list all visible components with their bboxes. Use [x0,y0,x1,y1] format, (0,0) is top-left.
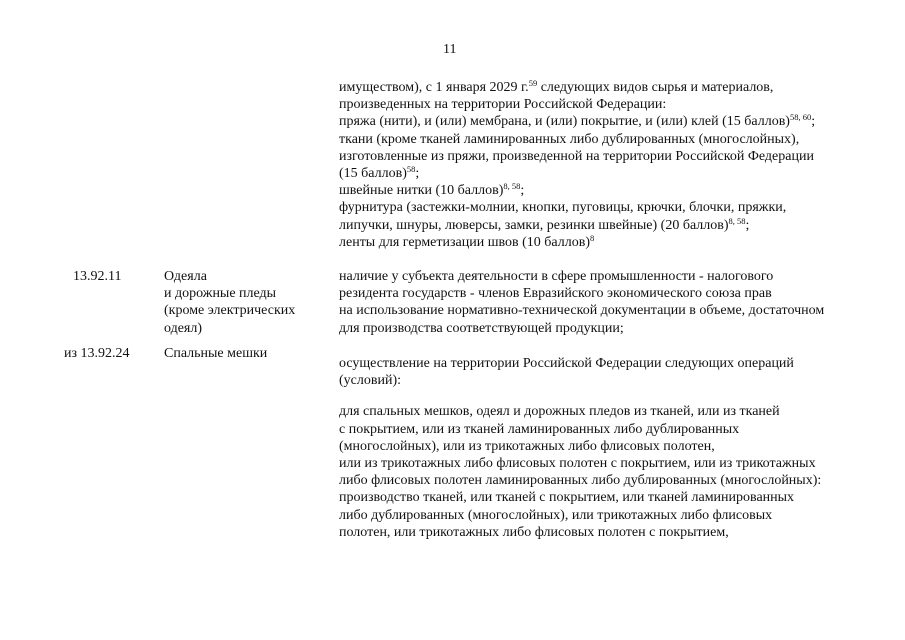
requirements-operations [339,355,821,541]
requirements-rights [339,268,824,337]
text-line: производство тканей, или тканей с покрытием, или тканей ламинированных [339,490,795,506]
text-line: осуществление на территории Российской Федерации следующих операций [339,356,794,371]
text-line: ткани (кроме тканей ламинированных либо дублированных (многослойных), [339,131,800,147]
okpd-code-13-92-11: 13.92.11 [73,269,122,284]
text-line: изготовленные из пряжи, произведенной на территории Российской Федерации [339,148,814,164]
text-line: швейные нитки (10 баллов)$^{8, 58}$; [339,181,525,199]
text-line: одеял) [164,320,203,336]
text-line: фурнитура (застежки-молнии, кнопки, пуговицы, крючки, блочки, пряжки, [339,200,787,216]
text-line: (многослойных), или из трикотажных либо флисовых полотен, [339,438,715,454]
text-line: липучки, шнуры, люверсы, замки, резинки швейные) (20 баллов)$^{8, 58}$; [339,215,750,233]
text-line: и дорожные пледы [164,286,277,302]
product-name-blankets [164,268,295,337]
text-line: пряжа (нити), и (или) мембрана, и (или) покрытие, и (или) клей (15 баллов)$^{58, 60}$; [339,112,816,130]
text-line: Спальные мешки [164,346,268,361]
text-line: полотен, или трикотажных либо флисовых полотен с покрытием, [339,524,729,540]
page-number: 11 [443,42,457,57]
text-line: (15 баллов)$^{58}$; [339,163,420,181]
text-line: наличие у субъекта деятельности в сфере промышленности - налогового [339,269,774,284]
text-line: либо флисовых полотен ламинированных либо дублированных (многослойных): [339,473,822,489]
text-line: либо дублированных (многослойных), или трикотажных либо флисовых [339,507,773,523]
product-name-sleeping-bags [164,345,267,362]
text-line: ленты для герметизации швов (10 баллов)$^8$ [339,232,595,250]
text-line: резидента государств - членов Евразийского экономического союза прав [339,286,772,302]
text-line: (кроме электрических [164,303,296,319]
text-line: для производства соответствующей продукции; [339,320,624,336]
text-line: с покрытием, или из тканей ламинированных либо дублированных [339,421,740,437]
requirements-continuation [339,79,815,251]
okpd-code-13-92-24: из 13.92.24 [64,346,130,361]
paragraph-gap [339,389,821,403]
text-line: произведенных на территории Российской Федерации: [339,97,667,113]
text-line: Одеяла [164,269,207,284]
text-line: (условий): [339,373,402,389]
text-line: на использование нормативно-технической документации в объеме, достаточном [339,303,825,319]
text-line: имуществом), с 1 января 2029 г.$^{59}$ следующих видов сырья и материалов, [339,78,774,95]
text-line: или из трикотажных либо флисовых полотен с покрытием, или из трикотажных [339,455,816,471]
text-line: для спальных мешков, одеял и дорожных пледов из тканей, или из тканей [339,404,780,420]
